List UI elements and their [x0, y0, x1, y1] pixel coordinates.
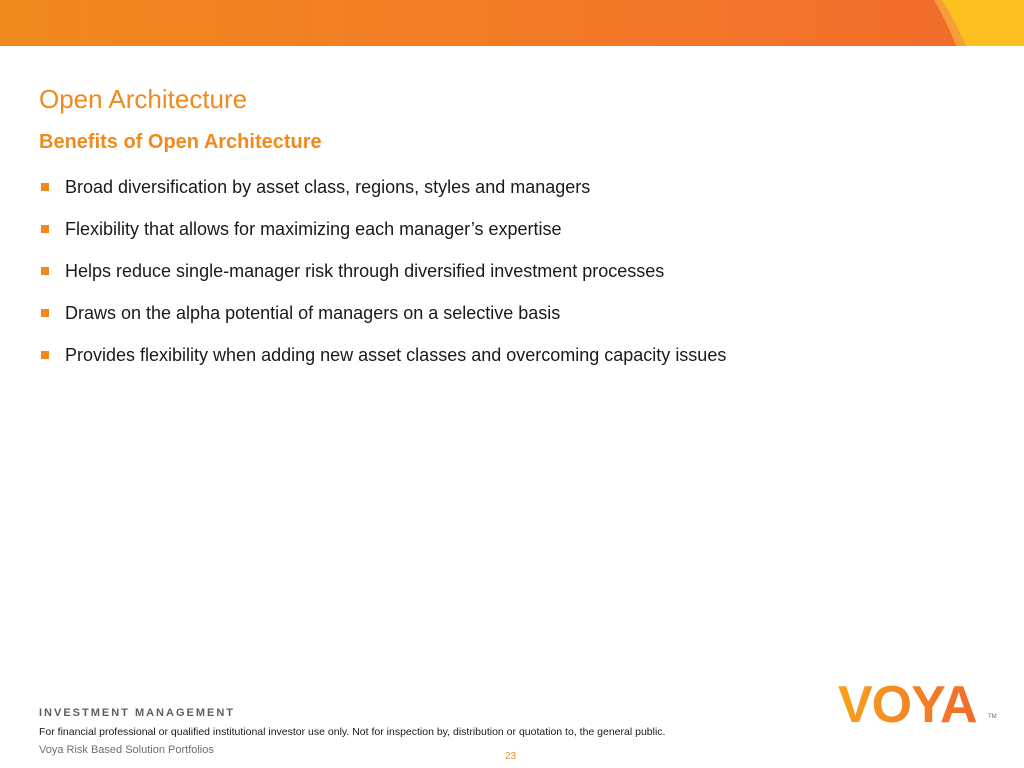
disclaimer-text: For financial professional or qualified institutional investor use only. Not for inspection by, distribution or quotation to, the general public.	[39, 726, 666, 738]
logo-trademark: TM	[988, 714, 997, 720]
bullet-text: Provides flexibility when adding new asset classes and overcoming capacity issues	[65, 345, 727, 365]
slide-title: Open Architecture	[39, 84, 248, 114]
division-label: INVESTMENT MANAGEMENT	[39, 707, 235, 719]
page-number: 23	[505, 751, 517, 762]
bullet-text: Broad diversification by asset class, regions, styles and managers	[65, 177, 591, 197]
list-item	[39, 343, 726, 385]
bullet-text: Draws on the alpha potential of managers on a selective basis	[65, 303, 561, 323]
list-item	[39, 175, 726, 217]
square-bullet-icon	[41, 351, 49, 359]
list-item	[39, 259, 726, 301]
bullet-text: Flexibility that allows for maximizing each manager’s expertise	[65, 219, 562, 239]
list-item	[39, 217, 726, 259]
benefits-list	[39, 175, 726, 385]
product-name: Voya Risk Based Solution Portfolios	[39, 744, 214, 756]
top-banner	[0, 0, 1024, 46]
square-bullet-icon	[41, 225, 49, 233]
voya-logo	[838, 678, 1000, 736]
banner-swoosh-graphic	[914, 0, 1024, 46]
slide-subtitle: Benefits of Open Architecture	[39, 131, 322, 153]
square-bullet-icon	[41, 267, 49, 275]
square-bullet-icon	[41, 183, 49, 191]
square-bullet-icon	[41, 309, 49, 317]
list-item	[39, 301, 726, 343]
logo-wordmark: VOYA	[838, 678, 977, 734]
bullet-text: Helps reduce single-manager risk through diversified investment processes	[65, 261, 665, 281]
